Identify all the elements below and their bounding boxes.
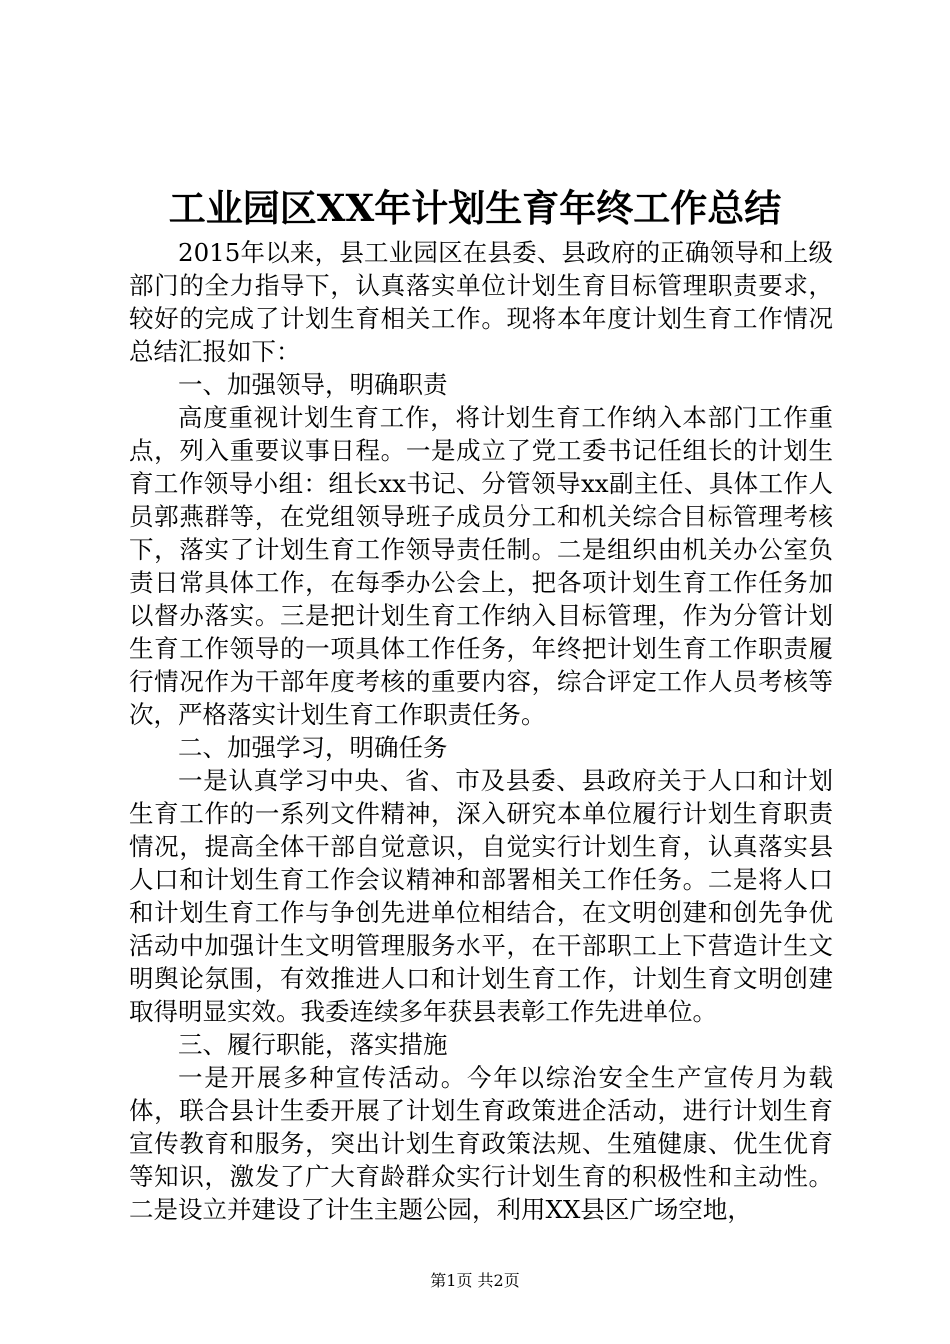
section-paragraph-3: 一是开展多种宣传活动。今年以综治安全生产宣传月为载体，联合县计生委开展了计划生育政策进企活动，进行计划生育宣传教育和服务，突出计划生育政策法规、生殖健康、优生优育等知识，激发了广大育龄群众实行计划生育的积极性和主动性。二是设立并建设了计生主题公园，利用XX县区广场空地， (129, 1063, 833, 1224)
document-body (129, 236, 833, 1226)
section-paragraph-1: 高度重视计划生育工作，将计划生育工作纳入本部门工作重点，列入重要议事日程。一是成立了党工委书记任组长的计划生育工作领导小组：组长xx书记、分管领导xx副主任、具体工作人员郭燕群等，在党组领导班子成员分工和机关综合目标管理考核下，落实了计划生育工作领导责任制。二是组织由机关办公室负责日常具体工作，在每季办公会上，把各项计划生育工作任务加以督办落实。三是把计划生育工作纳入目标管理，作为分管计划生育工作领导的一项具体工作任务，年终把计划生育工作职责履行情况作为干部年度考核的重要内容，综合评定工作人员考核等次，严格落实计划生育工作职责任务。 (129, 403, 833, 729)
document-title: 工业园区XX年计划生育年终工作总结 (168, 186, 782, 230)
page-number-footer: 第1页 共2页 (430, 1271, 520, 1290)
section-heading-3: 三、履行职能，落实措施 (178, 1030, 448, 1059)
section-heading-1: 一、加强领导，明确职责 (178, 370, 448, 399)
section-heading-2: 二、加强学习，明确任务 (178, 733, 448, 762)
section-paragraph-2: 一是认真学习中央、省、市及县委、县政府关于人口和计划生育工作的一系列文件精神，深入研究本单位履行计划生育职责情况，提高全体干部自觉意识，自觉实行计划生育，认真落实县人口和计划生育工作会议精神和部署相关工作任务。二是将人口和计划生育工作与争创先进单位相结合，在文明创建和创先争优活动中加强计生文明管理服务水平，在干部职工上下营造计生文明舆论氛围，有效推进人口和计划生育工作，计划生育文明创建取得明显实效。我委连续多年获县表彰工作先进单位。 (129, 766, 833, 1026)
intro-paragraph: 2015年以来，县工业园区在县委、县政府的正确领导和上级部门的全力指导下，认真落实单位计划生育目标管理职责要求，较好的完成了计划生育相关工作。现将本年度计划生育工作情况总结汇报如下： (129, 238, 833, 366)
